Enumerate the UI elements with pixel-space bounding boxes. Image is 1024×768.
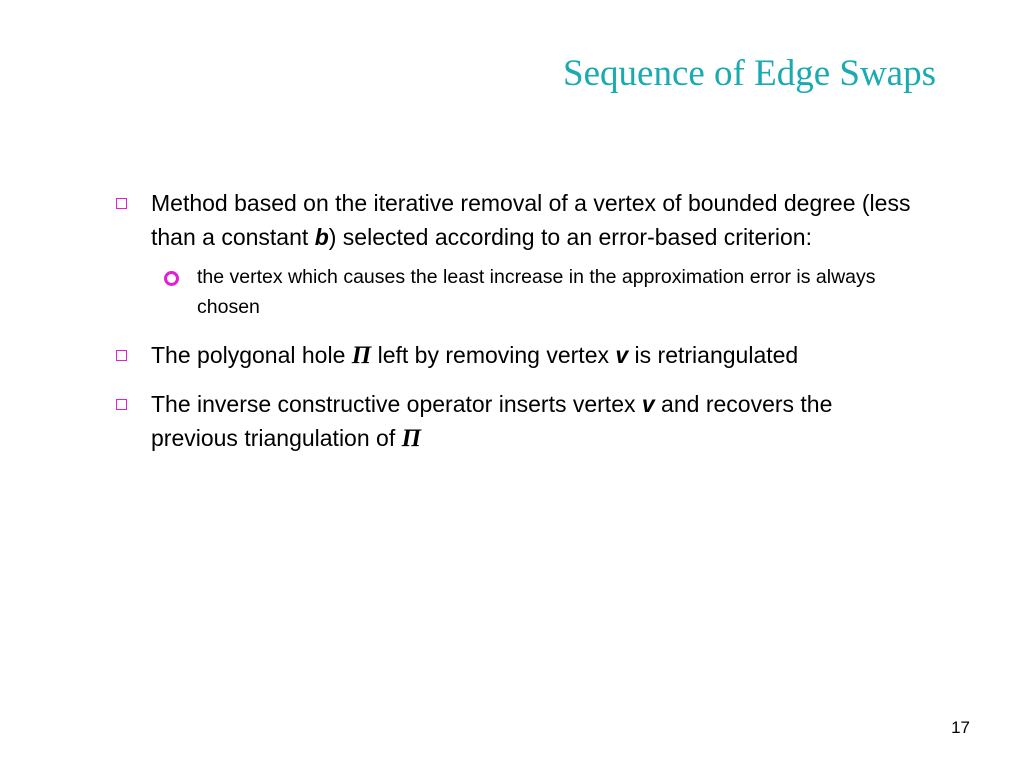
pi-symbol: Π <box>401 425 422 452</box>
slide-title: Sequence of Edge Swaps <box>563 53 936 94</box>
slide-body <box>112 186 912 470</box>
bullet-text: is retriangulated <box>628 342 799 368</box>
variable-v: v <box>641 391 655 417</box>
bullet-text: Method based on the iterative removal of a vertex of bounded degree (less than a constant <box>151 190 911 250</box>
bullet-text: ) selected according to an error-based criterion: <box>328 224 812 250</box>
hollow-square-bullet-icon <box>116 350 127 361</box>
bullet-item <box>112 387 912 456</box>
bullet-text: left by removing vertex <box>371 342 616 368</box>
page-number: 17 <box>951 718 970 737</box>
ring-bullet-icon <box>164 271 179 286</box>
bullet-text: and recovers the previous triangulation of <box>151 391 833 451</box>
bullet-item <box>112 186 912 254</box>
hollow-square-bullet-icon <box>116 399 127 410</box>
sub-bullet-text: the vertex which causes the least increase in the approximation error is always chosen <box>197 266 876 318</box>
hollow-square-bullet-icon <box>116 198 127 209</box>
sub-bullet-item <box>112 262 912 322</box>
variable-b: b <box>314 224 329 250</box>
bullet-text: The polygonal hole <box>151 342 352 368</box>
bullet-text: The inverse constructive operator inserts vertex <box>151 391 642 417</box>
variable-v: v <box>615 342 629 368</box>
pi-symbol: Π <box>351 342 372 369</box>
bullet-item <box>112 338 912 373</box>
